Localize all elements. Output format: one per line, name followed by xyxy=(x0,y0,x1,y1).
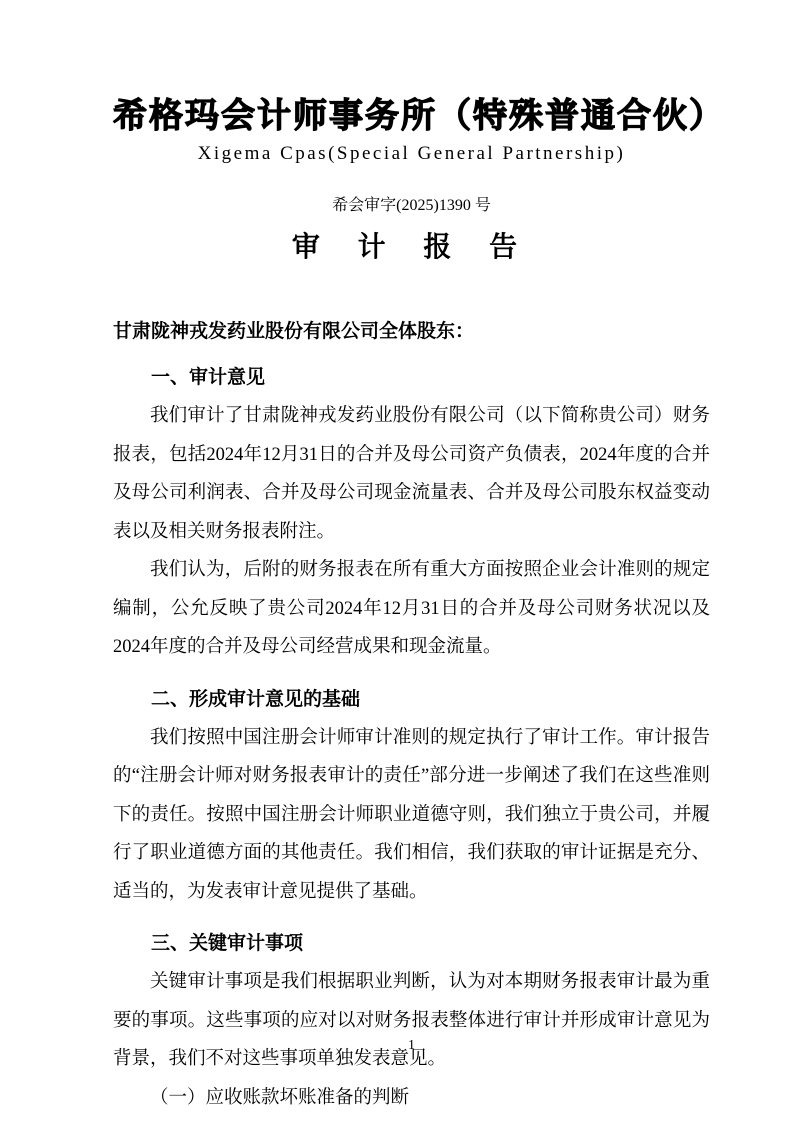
paragraph: 我们审计了甘肃陇神戎发药业股份有限公司（以下简称贵公司）财务报表，包括2024年12月31日的合并及母公司资产负债表，2024年度的合并及母公司利润表、合并及母公司现金流量表、合并及母公司股东权益变动表以及相关财务报表附注。 xyxy=(113,406,710,542)
document-number: 希会审字(2025)1390 号 xyxy=(332,197,491,214)
addressee-line: 甘肃陇神戎发药业股份有限公司全体股东： xyxy=(113,320,475,342)
section-key-audit-matters xyxy=(113,928,710,1117)
firm-name-english: Xigema Cpas(Special General Partnership) xyxy=(197,143,626,164)
section-basis-for-opinion xyxy=(113,684,710,912)
section-audit-opinion xyxy=(113,362,710,667)
section-heading-basis-for-opinion: 二、形成审计意见的基础 xyxy=(151,687,361,710)
key-audit-matter-item: （一）应收账款坏账准备的判断 xyxy=(150,1087,410,1108)
firm-name-chinese: 希格玛会计师事务所（特殊普通合伙） xyxy=(113,96,725,136)
paragraph: 我们按照中国注册会计师审计准则的规定执行了审计工作。审计报告的“注册会计师对财务报表审计的责任”部分进一步阐述了我们在这些准则下的责任。按照中国注册会计师职业道德守则，我们独立于贵公司，并履行了职业道德方面的其他责任。我们相信，我们获取的审计证据是充分、适当的，为发表审计意见提供了基础。 xyxy=(113,727,710,902)
report-title: 审 计 报 告 xyxy=(291,230,532,263)
paragraph: 关键审计事项是我们根据职业判断，认为对本期财务报表审计最为重要的事项。这些事项的应对以对财务报表整体进行审计并形成审计意见为背景，我们不对这些事项单独发表意见。 xyxy=(113,972,710,1069)
section-heading-audit-opinion: 一、审计意见 xyxy=(151,366,266,388)
paragraph: 我们认为，后附的财务报表在所有重大方面按照企业会计准则的规定编制，公允反映了贵公司2024年12月31日的合并及母公司财务状况以及2024年度的合并及母公司经营成果和现金流量。 xyxy=(113,560,710,657)
page-number: 1 xyxy=(408,1038,415,1053)
section-heading-key-audit-matters: 三、关键审计事项 xyxy=(151,932,304,954)
